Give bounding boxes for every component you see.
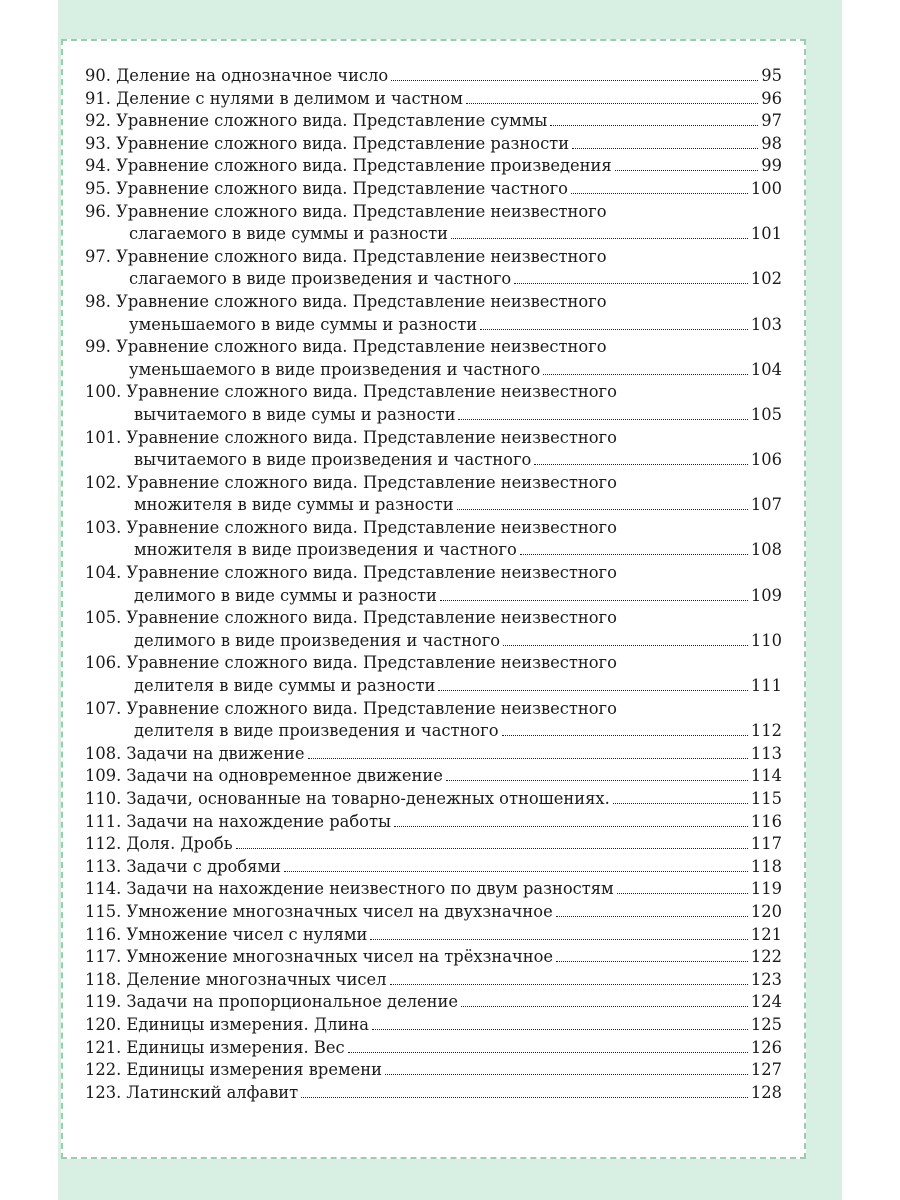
- toc-page-number: 111: [750, 676, 782, 696]
- toc-entry-title: 111. Задачи на нахождение работы: [85, 811, 391, 831]
- toc-entry-title: 101. Уравнение сложного вида. Представление неизвестного: [85, 427, 617, 447]
- dot-leader: [391, 80, 758, 81]
- toc-entry: [85, 201, 782, 246]
- toc-entry: [85, 969, 782, 992]
- toc-entry-title: 92. Уравнение сложного вида. Представление суммы: [85, 111, 548, 131]
- toc-page-number: 127: [750, 1060, 782, 1080]
- toc-entry: [85, 65, 782, 88]
- toc-entry-title: 99. Уравнение сложного вида. Представление неизвестного: [85, 337, 607, 357]
- toc-entry: [85, 517, 782, 562]
- toc-entry-title: 123. Латинский алфавит: [85, 1082, 299, 1102]
- toc-page-number: 114: [750, 766, 782, 786]
- dot-leader: [556, 916, 748, 917]
- toc-entry: [85, 291, 782, 336]
- dot-leader: [390, 984, 748, 985]
- dot-leader: [615, 170, 759, 171]
- toc-entry: [85, 901, 782, 924]
- toc-entry-title: 103. Уравнение сложного вида. Представление неизвестного: [85, 517, 617, 537]
- toc-page-number: 125: [750, 1014, 782, 1034]
- book-page: [58, 0, 842, 1200]
- toc-entry: [85, 765, 782, 788]
- toc-entry-title: 113. Задачи с дробями: [85, 856, 281, 876]
- toc-entry-title: 96. Уравнение сложного вида. Представление неизвестного: [85, 201, 607, 221]
- dot-leader: [466, 103, 758, 104]
- toc-entry-title: слагаемого в виде произведения и частного: [129, 269, 512, 289]
- dot-leader: [613, 803, 748, 804]
- dot-leader: [301, 1097, 748, 1098]
- toc-entry-title: делителя в виде произведения и частного: [134, 721, 499, 741]
- toc-entry: [85, 946, 782, 969]
- toc-entry: [85, 788, 782, 811]
- dot-leader: [572, 148, 758, 149]
- toc-entry-title: 117. Умножение многозначных чисел на трёхзначное: [85, 947, 554, 967]
- toc-page-number: 95: [761, 66, 782, 85]
- dot-leader: [457, 509, 748, 510]
- toc-page-number: 122: [750, 947, 782, 967]
- dot-leader: [550, 125, 758, 126]
- dot-leader: [372, 1029, 748, 1030]
- toc-entry-title: 105. Уравнение сложного вида. Представление неизвестного: [85, 608, 617, 628]
- dot-leader: [438, 690, 748, 691]
- dot-leader: [571, 193, 748, 194]
- toc-entry: [85, 336, 782, 381]
- toc-page-number: 97: [761, 111, 782, 131]
- toc-entry-title: делимого в виде суммы и разности: [134, 585, 437, 605]
- dot-leader: [458, 419, 748, 420]
- toc-page-number: 121: [750, 924, 782, 944]
- toc-page-number: 99: [761, 156, 782, 176]
- toc-entry-title: 106. Уравнение сложного вида. Представление неизвестного: [85, 653, 617, 673]
- toc-entry-title: вычитаемого в виде сумы и разности: [134, 404, 456, 424]
- toc-entry: [85, 1014, 782, 1037]
- toc-page-number: 123: [750, 969, 782, 989]
- toc-entry-title: 90. Деление на однозначное число: [85, 66, 389, 85]
- dot-leader: [446, 780, 748, 781]
- toc-page-number: 128: [750, 1082, 782, 1102]
- toc-page-number: 103: [750, 314, 782, 334]
- toc-entry-title: 98. Уравнение сложного вида. Представление неизвестного: [85, 291, 607, 311]
- toc-entry-title: 107. Уравнение сложного вида. Представление неизвестного: [85, 698, 617, 718]
- toc-entry-title: 109. Задачи на одновременное движение: [85, 766, 443, 786]
- toc-page-number: 102: [750, 269, 782, 289]
- toc-page-number: 113: [750, 743, 782, 763]
- toc-entry-title: делимого в виде произведения и частного: [134, 630, 501, 650]
- toc-entry: [85, 1037, 782, 1060]
- toc-entry: [85, 652, 782, 697]
- toc-page-number: 98: [761, 133, 782, 153]
- toc-page-number: 118: [750, 856, 782, 876]
- toc-entry-title: 94. Уравнение сложного вида. Представление произведения: [85, 156, 612, 176]
- toc-entry: [85, 1082, 782, 1105]
- dot-leader: [514, 283, 748, 284]
- dot-leader: [534, 464, 748, 465]
- toc-page-number: 126: [750, 1037, 782, 1057]
- toc-entry-title: 91. Деление с нулями в делимом и частном: [85, 88, 463, 108]
- toc-page-number: 101: [750, 224, 782, 244]
- toc-page-number: 106: [750, 450, 782, 470]
- dot-leader: [236, 848, 748, 849]
- toc-entry-title: 108. Задачи на движение: [85, 743, 305, 763]
- toc-entry: [85, 178, 782, 201]
- toc-entry: [85, 88, 782, 111]
- toc-entry: [85, 924, 782, 947]
- toc-entry: [85, 427, 782, 472]
- toc-page-number: 107: [750, 495, 782, 515]
- toc-page-number: 112: [750, 721, 782, 741]
- toc-entry-title: 110. Задачи, основанные на товарно-денежных отношениях.: [85, 789, 610, 808]
- dot-leader: [480, 329, 748, 330]
- toc-entry-title: 119. Задачи на пропорциональное деление: [85, 992, 459, 1012]
- toc-entry: [85, 743, 782, 766]
- toc-entry: [85, 833, 782, 856]
- toc-entry-title: множителя в виде произведения и частного: [134, 540, 517, 560]
- dot-leader: [461, 1006, 748, 1007]
- toc-entry: [85, 381, 782, 426]
- toc-entry: [85, 110, 782, 133]
- dot-leader: [394, 826, 748, 827]
- toc-entry-title: 118. Деление многозначных чисел: [85, 969, 387, 989]
- toc-entry-title: 120. Единицы измерения. Длина: [85, 1014, 369, 1034]
- toc-entry: [85, 856, 782, 879]
- toc-entry-title: вычитаемого в виде произведения и частного: [134, 450, 532, 470]
- toc-entry: [85, 472, 782, 517]
- toc-page-number: 104: [750, 359, 782, 379]
- toc-page-number: 109: [750, 585, 782, 605]
- toc-entry-title: 93. Уравнение сложного вида. Представление разности: [85, 133, 570, 153]
- toc-page-number: 120: [750, 901, 782, 921]
- toc-page-number: 124: [750, 992, 782, 1012]
- toc-entry-title: множителя в виде суммы и разности: [134, 495, 454, 515]
- dot-leader: [440, 600, 748, 601]
- toc-page-number: 115: [750, 789, 782, 808]
- toc-entry: [85, 698, 782, 743]
- dot-leader: [451, 238, 748, 239]
- dot-leader: [370, 939, 748, 940]
- dot-leader: [502, 735, 748, 736]
- toc-entry-title: 121. Единицы измерения. Вес: [85, 1037, 345, 1057]
- dot-leader: [520, 554, 748, 555]
- toc-entry: [85, 878, 782, 901]
- toc-entry: [85, 1059, 782, 1082]
- dot-leader: [284, 871, 748, 872]
- toc-entry-title: 112. Доля. Дробь: [85, 834, 233, 854]
- toc-page-number: 100: [750, 178, 782, 198]
- toc-page-number: 110: [750, 630, 782, 650]
- dot-leader: [543, 374, 748, 375]
- toc-entry: [85, 607, 782, 652]
- toc-entry-title: 104. Уравнение сложного вида. Представление неизвестного: [85, 563, 617, 583]
- toc-entry-title: 114. Задачи на нахождение неизвестного по двум разностям: [85, 879, 614, 899]
- toc-entry-title: 97. Уравнение сложного вида. Представление неизвестного: [85, 246, 607, 266]
- toc-entry-title: 102. Уравнение сложного вида. Представление неизвестного: [85, 472, 617, 492]
- toc-page-number: 108: [750, 540, 782, 560]
- toc-page-number: 105: [750, 404, 782, 424]
- toc-entry-title: 122. Единицы измерения времени: [85, 1060, 382, 1080]
- toc-entry: [85, 811, 782, 834]
- toc-entry-title: делителя в виде суммы и разности: [134, 676, 436, 696]
- table-of-contents: [85, 65, 782, 1104]
- dashed-frame: [61, 39, 806, 1159]
- toc-entry-title: слагаемого в виде суммы и разности: [129, 224, 449, 244]
- toc-entry-title: 115. Умножение многозначных чисел на двухзначное: [85, 901, 553, 921]
- toc-entry-title: 116. Умножение чисел с нулями: [85, 924, 368, 944]
- toc-entry-title: уменьшаемого в виде суммы и разности: [129, 314, 478, 334]
- dot-leader: [556, 961, 748, 962]
- dot-leader: [348, 1052, 748, 1053]
- toc-page-number: 119: [750, 879, 782, 899]
- toc-entry-title: уменьшаемого в виде произведения и частного: [129, 359, 541, 379]
- toc-entry: [85, 562, 782, 607]
- toc-entry: [85, 246, 782, 291]
- toc-entry: [85, 133, 782, 156]
- toc-entry-title: 95. Уравнение сложного вида. Представление частного: [85, 178, 568, 198]
- toc-entry: [85, 155, 782, 178]
- toc-entry: [85, 991, 782, 1014]
- dot-leader: [308, 758, 748, 759]
- dot-leader: [503, 645, 748, 646]
- toc-page-number: 117: [750, 834, 782, 854]
- dot-leader: [385, 1074, 748, 1075]
- toc-page-number: 96: [761, 88, 782, 108]
- toc-entry-title: 100. Уравнение сложного вида. Представление неизвестного: [85, 382, 617, 402]
- dot-leader: [617, 893, 748, 894]
- toc-page-number: 116: [750, 811, 782, 831]
